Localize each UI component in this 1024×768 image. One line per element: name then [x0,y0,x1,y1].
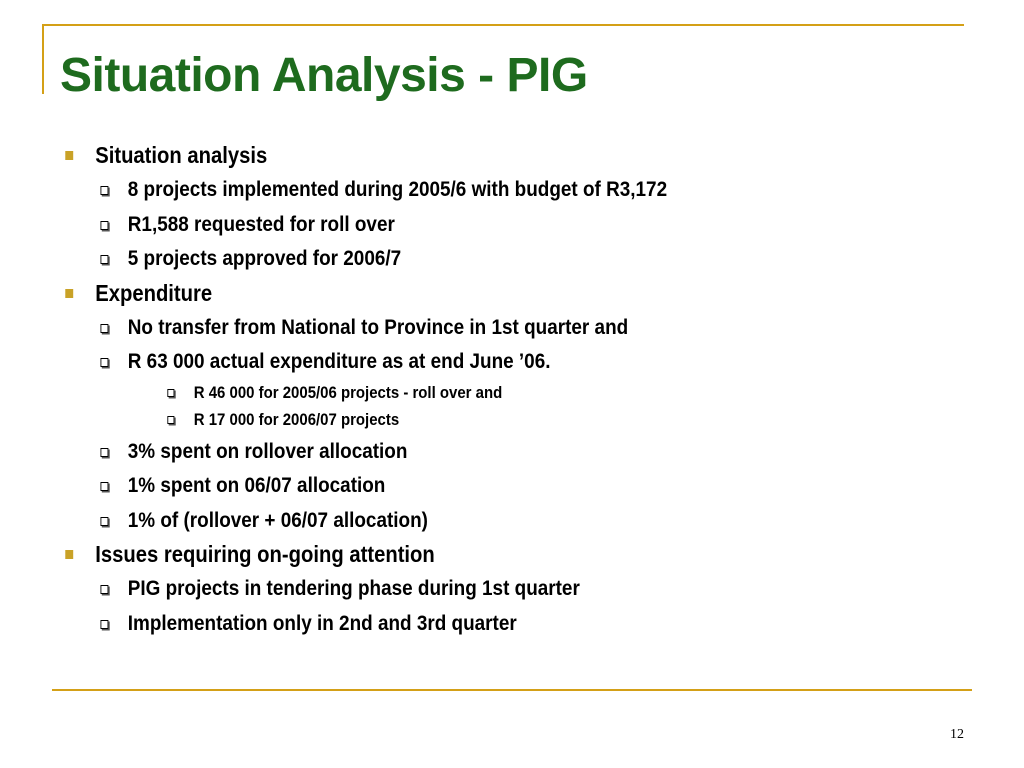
bullet-text: 5 projects approved for 2006/7 [127,246,402,270]
sub-bullet-item [60,241,852,276]
hollow-square-bullet-icon [100,255,108,264]
bullet-item [60,276,852,310]
sub-bullet-item [60,606,852,641]
sub-bullet-item [60,172,852,207]
sub-bullet-item [60,434,852,469]
bullet-text: R 63 000 actual expenditure as at end June ’06. [127,349,551,373]
bullet-text: No transfer from National to Province in 1st quarter and [127,314,629,339]
bullet-text: R 46 000 for 2005/06 projects - roll over and [193,382,503,402]
sub-bullet-item [60,344,852,379]
bullet-text: 8 projects implemented during 2005/6 with budget of R3,172 [127,177,668,201]
hollow-square-bullet-icon [100,620,108,629]
bullet-text: Implementation only in 2nd and 3rd quarter [127,610,517,635]
hollow-square-bullet-icon [100,482,108,491]
top-divider [42,24,964,26]
hollow-square-bullet-icon [100,221,108,230]
bullet-text: Expenditure [95,279,213,306]
sub-sub-bullet-item [60,379,852,407]
bullet-item [60,537,852,571]
hollow-square-bullet-icon [167,389,174,397]
bullet-text: Issues requiring on-going attention [95,541,435,567]
sub-bullet-item [60,310,852,345]
page-number: 12 [950,727,964,742]
sub-bullet-item [60,207,852,242]
bullet-text: R 17 000 for 2006/07 projects [193,410,400,429]
bullet-list [60,138,960,640]
square-bullet-icon [65,151,73,160]
bullet-text: 1% spent on 06/07 allocation [127,473,386,497]
hollow-square-bullet-icon [100,358,108,367]
bullet-text: R1,588 requested for roll over [127,211,395,236]
left-divider [42,24,44,94]
square-bullet-icon [65,289,73,298]
bullet-item [60,138,852,172]
sub-bullet-item [60,468,852,503]
hollow-square-bullet-icon [100,186,108,195]
bullet-text: PIG projects in tendering phase during 1st quarter [127,576,580,600]
square-bullet-icon [65,550,73,559]
hollow-square-bullet-icon [100,448,108,457]
sub-sub-bullet-item [60,406,852,434]
hollow-square-bullet-icon [167,416,174,424]
slide-title: Situation Analysis - PIG [60,49,588,102]
bottom-divider [52,689,972,691]
hollow-square-bullet-icon [100,585,108,594]
hollow-square-bullet-icon [100,324,108,333]
sub-bullet-item [60,503,852,538]
hollow-square-bullet-icon [100,517,108,526]
bullet-text: Situation analysis [95,142,268,168]
bullet-text: 3% spent on rollover allocation [127,438,408,463]
sub-bullet-item [60,571,852,606]
bullet-text: 1% of (rollover + 06/07 allocation) [127,507,428,532]
